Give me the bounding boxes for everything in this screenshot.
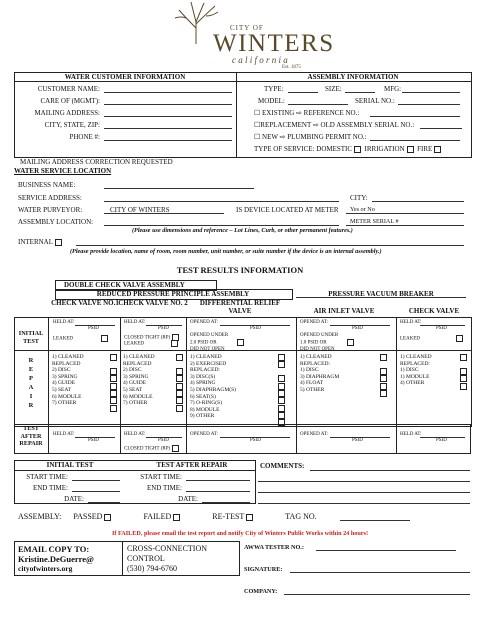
internal-label: INTERNAL — [18, 238, 53, 246]
relief-psid: PSID — [250, 326, 261, 331]
email-domain: cityofwinters.org — [18, 564, 73, 573]
pvb-check-leaked-checkbox[interactable] — [456, 335, 463, 342]
after-check-held-at: HELD AT: — [400, 432, 422, 437]
internal-note: (Please provide location, name of room, room number, unit number, or suite number if the device is an internal assembly.) — [70, 248, 382, 255]
col-pvb-check: CHECK VALVE — [408, 307, 460, 315]
after-check-psid: PSID — [436, 438, 447, 443]
signature-label: SIGNATURE: — [244, 566, 283, 573]
initial-start-field[interactable] — [72, 480, 120, 481]
cv2-held-at: HELD AT: — [124, 320, 146, 325]
service-address-label: SERVICE ADDRESS: — [18, 194, 82, 202]
replacement-option[interactable]: ☐REPLACEMENT ⇨ OLD ASSEMBLY SERIAL NO.: — [254, 121, 415, 129]
initial-end-field[interactable] — [72, 491, 120, 492]
passed-checkbox[interactable] — [104, 514, 111, 521]
email-copy-label: EMAIL COPY TO: — [18, 544, 90, 554]
failed-checkbox[interactable] — [173, 514, 180, 521]
type-field[interactable] — [288, 92, 318, 93]
logo-winters: WINTERS — [213, 30, 335, 57]
awwa-tester-field[interactable] — [316, 550, 456, 551]
type-label: TYPE: — [264, 85, 284, 93]
initial-date-label: DATE: — [64, 495, 84, 503]
after-air-opened-at: OPENED AT: — [300, 432, 328, 437]
retest-checkbox[interactable] — [246, 514, 253, 521]
after-start-field[interactable] — [186, 480, 250, 481]
mfg-field[interactable] — [402, 92, 460, 93]
after-cv1-psid: PSID — [88, 438, 99, 443]
col-relief-valve: DIFFERENTIAL RELIEF VALVE — [199, 299, 281, 315]
after-start-label: START TIME: — [140, 473, 182, 481]
signature-field[interactable] — [290, 572, 470, 573]
mailing-correction-label: MAILING ADDRESS CORRECTION REQUESTED — [20, 158, 173, 166]
pvb-check-psid: PSID — [436, 326, 447, 331]
comments-line-2[interactable] — [258, 481, 470, 482]
cv1-held-at: HELD AT: — [53, 320, 75, 325]
internal-field[interactable] — [76, 245, 464, 246]
assembly-result-row — [18, 512, 317, 521]
col-air-inlet: AIR INLET VALVE — [313, 307, 375, 315]
after-relief-psid: PSID — [250, 438, 261, 443]
comments-label: COMMENTS: — [260, 462, 305, 470]
repair-list-check: 1) CLEANED REPLACED: 1) DISC 1) MODULE 4) OTHER — [400, 354, 432, 387]
city-label: CITY: — [350, 194, 368, 202]
cv1-psid: PSID — [88, 326, 99, 331]
row-test-after-repair: TEST AFTER REPAIR — [19, 425, 43, 447]
cv1-leaked-checkbox[interactable] — [101, 335, 108, 342]
cv2-leaked-checkbox[interactable] — [171, 340, 178, 347]
customer-name-label: CUSTOMER NAME: — [37, 85, 100, 93]
repair-list-relief: 1) CLEANED 2) EXERCISED REPLACED: 3) DISC(S) 4) SPRING 5) DIAPHRAGM(S) 6) SEAT(S) 7) O-RING(S) 8) MODULE 9) OTHER — [190, 354, 236, 420]
repair-list-air: 1) CLEANED REPLACED: 1) DISC 3) DIAPHRAGM 4) FLOAT 5) OTHER — [300, 354, 340, 393]
size-field[interactable] — [345, 92, 375, 93]
row-initial-test: INITIAL TEST — [18, 330, 44, 345]
internal-checkbox[interactable] — [55, 239, 62, 246]
test-results-title: TEST RESULTS INFORMATION — [176, 265, 304, 275]
cv1-leaked: LEAKED — [53, 335, 108, 342]
water-purveyor-field — [104, 213, 224, 214]
company-field[interactable] — [284, 594, 470, 595]
row-repair: R E P A I R — [28, 357, 34, 409]
irrigation-label: IRRIGATION — [364, 145, 405, 153]
cv2-psid: PSID — [158, 326, 169, 331]
water-purveyor-label: WATER PURVEYOR: — [18, 206, 83, 214]
comments-line-4[interactable] — [258, 503, 470, 504]
relief-opened-at: OPENED AT: — [190, 320, 218, 325]
repair-checks-relief[interactable] — [276, 354, 285, 427]
model-label: MODEL: — [258, 97, 285, 105]
dept-line-2: CONTROL — [127, 554, 165, 563]
meter-answer-field[interactable] — [346, 213, 464, 214]
assembly-info-title: ASSEMBLY INFORMATION — [307, 73, 399, 81]
mfg-label: MFG: — [384, 85, 402, 93]
timing-initial-title: INITIAL TEST — [46, 461, 94, 469]
meter-serial-field[interactable] — [346, 225, 464, 226]
retest-label: RE-TEST — [212, 512, 245, 521]
pvb-check-held-at: HELD AT: — [400, 320, 422, 325]
existing-option[interactable]: ☐ EXISTING ⇨ REFERENCE NO.: — [254, 109, 360, 117]
domestic-checkbox[interactable] — [354, 146, 361, 153]
assembly-location-field[interactable] — [104, 225, 339, 226]
business-name-label: BUSINESS NAME: — [18, 181, 76, 189]
dimensions-note: (Please use dimensions and reference – Lot Lines, Curb, or other permanent features.) — [132, 227, 353, 234]
customer-name-field[interactable] — [104, 92, 232, 93]
repair-list-cv1: 1) CLEANED REPLACED 2) DISC 3) SPRING 4) GUIDE 5) SEAT 6) MODULE 7) OTHER — [52, 354, 84, 407]
tag-label: TAG NO. — [285, 512, 317, 521]
water-purveyor-value: CITY OF WINTERS — [110, 206, 170, 214]
failed-label: FAILED — [143, 512, 172, 521]
mailing-address-label: MAILING ADDRESS: — [34, 109, 100, 117]
cv2-closed-tight: CLOSED TIGHT (RP) — [124, 334, 179, 341]
cv2-leaked: LEAKED — [124, 340, 178, 347]
rp-assembly-label: REDUCED PRESSURE PRINCIPLE ASSEMBLY — [96, 290, 250, 298]
assembly-result-label: ASSEMBLY: — [18, 512, 62, 521]
company-label: COMPANY: — [244, 588, 278, 595]
relief-opened-checkbox[interactable] — [237, 339, 244, 346]
air-opened-at: OPENED AT: — [300, 320, 328, 325]
failed-notice: If FAILED, please email the test report and notify City of Winters Public Works within 24 hours! — [111, 530, 369, 537]
pvb-label: PRESSURE VACUUM BREAKER — [328, 290, 434, 298]
after-cv2-psid: PSID — [158, 438, 169, 443]
col-check-valve-1: CHECK VALVE NO.1 — [51, 299, 119, 307]
fire-checkbox[interactable] — [434, 146, 441, 153]
air-psid: PSID — [352, 326, 363, 331]
initial-end-label: END TIME: — [32, 484, 68, 492]
after-cv2-closed-checkbox[interactable] — [172, 445, 179, 452]
after-cv2-held-at: HELD AT: — [124, 432, 146, 437]
initial-start-label: START TIME: — [26, 473, 68, 481]
meter-serial-label: METER SERIAL # — [350, 218, 399, 225]
after-cv1-held-at: HELD AT: — [53, 432, 75, 437]
repair-list-cv2: 1) CLEANED REPLACED 2) DISC 3) SPRING 4) GUIDE 5) SEAT 6) MODULE 7) OTHER — [123, 354, 155, 407]
service-location-title: WATER SERVICE LOCATION — [14, 167, 112, 175]
repair-checks-check[interactable] — [458, 354, 467, 390]
model-field[interactable] — [288, 104, 348, 105]
logo-city-of: CITY OF — [230, 24, 264, 32]
mailing-address-field[interactable] — [104, 116, 232, 117]
air-opened-checkbox[interactable] — [347, 339, 354, 346]
irrigation-checkbox[interactable] — [407, 146, 414, 153]
care-of-label: CARE OF (MGMT): — [40, 97, 100, 105]
after-date-label: DATE: — [178, 495, 198, 503]
timing-after-title: TEST AFTER REPAIR — [156, 461, 228, 469]
new-option[interactable]: ☐ NEW ⇨ PLUMBING PERMIT NO.: — [254, 133, 367, 141]
city-state-zip-label: CITY, STATE, ZIP: — [44, 121, 100, 129]
tag-field[interactable] — [340, 520, 410, 521]
reference-field[interactable] — [370, 116, 460, 117]
serial-label: SERIAL NO.: — [355, 97, 395, 105]
size-label: SIZE: — [325, 85, 342, 93]
business-name-field[interactable] — [104, 188, 254, 189]
after-end-label: END TIME: — [146, 484, 182, 492]
comments-line-3[interactable] — [258, 492, 470, 493]
fire-label: FIRE — [417, 145, 433, 153]
meter-question: IS DEVICE LOCATED AT METER — [236, 206, 339, 214]
service-address-field[interactable] — [104, 201, 339, 202]
repair-checks-cv1[interactable] — [108, 354, 117, 412]
phone-field[interactable] — [104, 140, 232, 141]
city-field[interactable] — [372, 201, 464, 202]
city-state-zip-field[interactable] — [104, 128, 232, 129]
domestic-label: DOMESTIC — [316, 145, 353, 153]
serial-field[interactable] — [398, 104, 460, 105]
after-air-psid: PSID — [352, 438, 363, 443]
passed-label: PASSED — [73, 512, 103, 521]
after-relief-opened-at: OPENED AT: — [190, 432, 218, 437]
assembly-location-label: ASSEMBLY LOCATION: — [18, 218, 94, 226]
repair-checks-cv2[interactable] — [174, 354, 183, 412]
permit-field[interactable] — [370, 140, 460, 141]
after-cv2-closed: CLOSED TIGHT (RP) — [124, 445, 179, 452]
comments-line-1[interactable] — [310, 470, 470, 471]
dept-phone: (530) 794-6760 — [127, 564, 177, 573]
col-check-valve-2: CHECK VALVE NO. 2 — [118, 299, 188, 307]
email-name[interactable]: Kristine.DeGuerre@ — [18, 554, 94, 564]
dept-line-1: CROSS-CONNECTION — [127, 544, 208, 553]
awwa-tester-label: AWWA TESTER NO.: — [244, 544, 304, 551]
service-type-label: TYPE OF SERVICE: — [254, 145, 315, 153]
relief-opened-under: OPENED UNDER 2.0 PSID OR DID NOT OPEN — [190, 333, 244, 353]
old-serial-field[interactable] — [420, 128, 462, 129]
after-end-field[interactable] — [186, 491, 250, 492]
logo-california: c a l i f o r n i a — [232, 55, 288, 65]
phone-label: PHONE #: — [69, 133, 100, 141]
after-date-field[interactable] — [202, 502, 250, 503]
care-of-field[interactable] — [104, 104, 232, 105]
service-type-row — [254, 145, 441, 153]
customer-info-title: WATER CUSTOMER INFORMATION — [64, 73, 186, 81]
air-opened-under: OPENED UNDER 1.0 PSID OR DID NOT OPEN — [300, 333, 354, 353]
repair-checks-air[interactable] — [378, 354, 387, 397]
dc-assembly-label: DOUBLE CHECK VALVE ASSEMBLY — [64, 281, 185, 289]
initial-date-field[interactable] — [88, 502, 120, 503]
logo-est: Est. 1875 — [282, 65, 301, 70]
internal-row — [18, 238, 62, 246]
pvb-check-leaked: LEAKED — [400, 335, 463, 342]
yes-no-hint: Yes or No — [350, 206, 375, 213]
